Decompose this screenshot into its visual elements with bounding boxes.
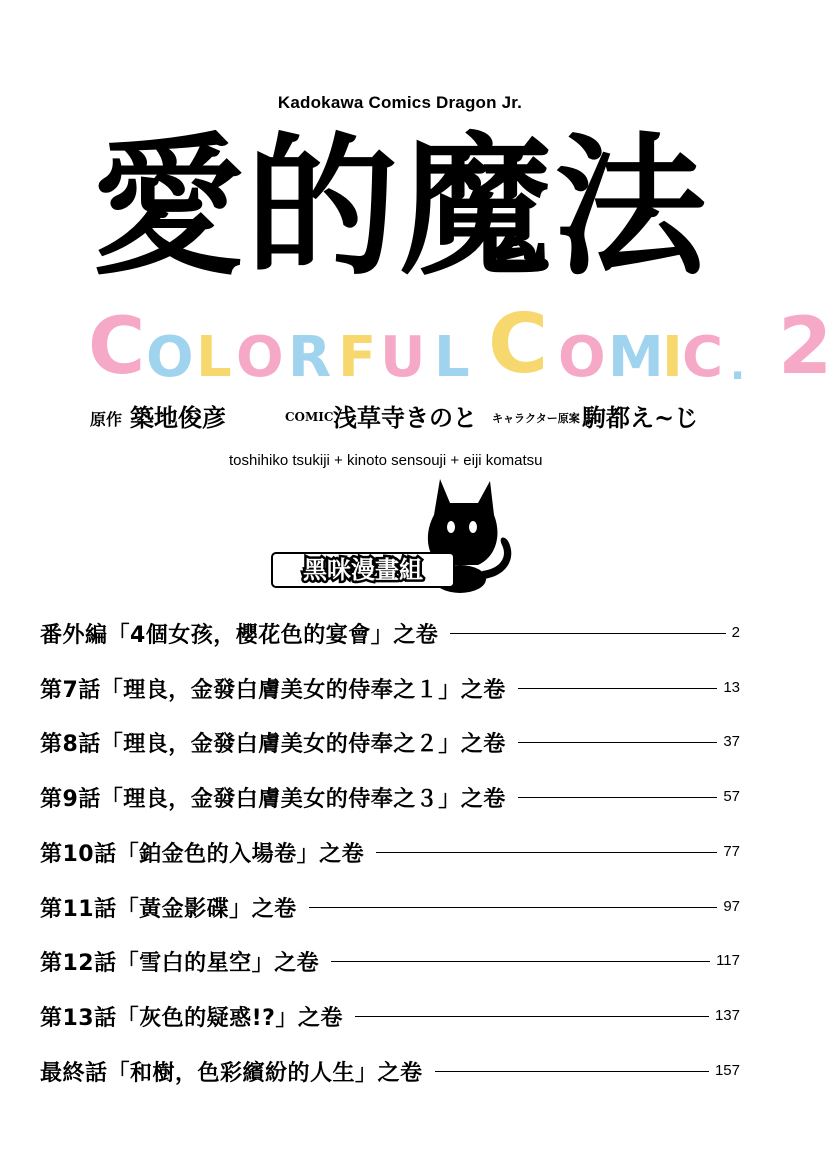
toc-chapter-title: 最終話「和樹，色彩繽紛的人生」之卷 <box>40 1060 423 1086</box>
original-author-role: 原作 <box>90 410 123 429</box>
toc-row[interactable] <box>40 1050 740 1090</box>
character-designer-role: キャラクター原案 <box>492 412 580 425</box>
group-logo-text: 黑咪漫畫組 <box>303 556 423 584</box>
subtitle-letter: C <box>682 325 724 390</box>
toc-chapter-title: 第9話「理良，金發白膚美女的侍奉之３」之卷 <box>40 787 506 813</box>
subtitle-letter: 2 <box>778 302 832 392</box>
toc-row[interactable] <box>40 940 740 980</box>
toc-leader-line <box>450 633 725 634</box>
toc-page-number: 2 <box>731 624 740 641</box>
subtitle-letter: . <box>730 343 746 389</box>
toc-leader-line <box>518 742 718 743</box>
subtitle-letter: O <box>236 325 284 390</box>
toc-leader-line <box>355 1016 709 1017</box>
toc-leader-line <box>435 1071 709 1072</box>
subtitle-letter: O <box>558 325 606 390</box>
subtitle-letter: O <box>146 325 194 390</box>
toc-row[interactable] <box>40 612 740 652</box>
toc-leader-line <box>309 907 718 908</box>
toc-chapter-title: 第12話「雪白的星空」之卷 <box>40 951 320 977</box>
toc-page-number: 157 <box>714 1061 740 1079</box>
original-author-name: 築地俊彦 <box>130 403 226 432</box>
toc-chapter-title: 第8話「理良，金發白膚美女的侍奉之２」之卷 <box>40 732 506 758</box>
subtitle-letter: M <box>608 325 664 390</box>
toc-row[interactable] <box>40 886 740 926</box>
toc-leader-line <box>331 961 710 962</box>
book-title: 愛的魔法 <box>92 119 708 296</box>
subtitle-letter: U <box>380 325 426 390</box>
toc-row[interactable] <box>40 995 740 1035</box>
subtitle-letter: F <box>338 325 377 390</box>
toc-page-number: 97 <box>723 897 740 915</box>
subtitle-letter: L <box>196 325 232 390</box>
subtitle-letter: C <box>88 302 146 392</box>
comic-artist-role: COMIC <box>285 410 334 424</box>
toc-page-number: 117 <box>716 952 740 970</box>
toc-row[interactable] <box>40 831 740 871</box>
toc-page-number: 13 <box>723 678 740 696</box>
toc-chapter-title: 番外編「4個女孩，櫻花色的宴會」之卷 <box>40 623 439 648</box>
toc-page-number: 37 <box>723 733 740 751</box>
imprint-label: Kadokawa Comics Dragon Jr. <box>277 93 523 112</box>
subtitle-letter: R <box>288 325 332 390</box>
toc-leader-line <box>376 852 717 853</box>
black-cat-group-logo <box>264 475 524 595</box>
toc-row[interactable] <box>40 721 740 761</box>
toc-page-number: 77 <box>723 842 740 860</box>
toc-page-number: 137 <box>714 1006 740 1024</box>
subtitle-letter: L <box>434 325 470 390</box>
subtitle-letter: I <box>662 325 683 390</box>
toc-chapter-title: 第13話「灰色的疑惑!?」之卷 <box>40 1005 343 1031</box>
toc-chapter-title: 第10話「鉑金色的入場卷」之卷 <box>40 841 365 867</box>
toc-chapter-title: 第11話「黃金影碟」之卷 <box>40 896 297 922</box>
romaji-credits: toshihiko tsukiji + kinoto sensouji + eiji komatsu <box>229 452 543 469</box>
toc-row[interactable] <box>40 667 740 707</box>
toc-leader-line <box>518 797 718 798</box>
toc-page-number: 57 <box>723 788 740 806</box>
character-designer-name: 駒都え~じ <box>582 403 699 432</box>
colorful-comic-subtitle <box>88 297 832 392</box>
toc-chapter-title: 第7話「理良，金發白膚美女的侍奉之１」之卷 <box>40 677 506 703</box>
subtitle-letter: C <box>488 297 549 392</box>
comic-artist-name: 浅草寺きのと <box>333 403 477 432</box>
toc-row[interactable] <box>40 776 740 816</box>
toc-leader-line <box>518 688 718 689</box>
